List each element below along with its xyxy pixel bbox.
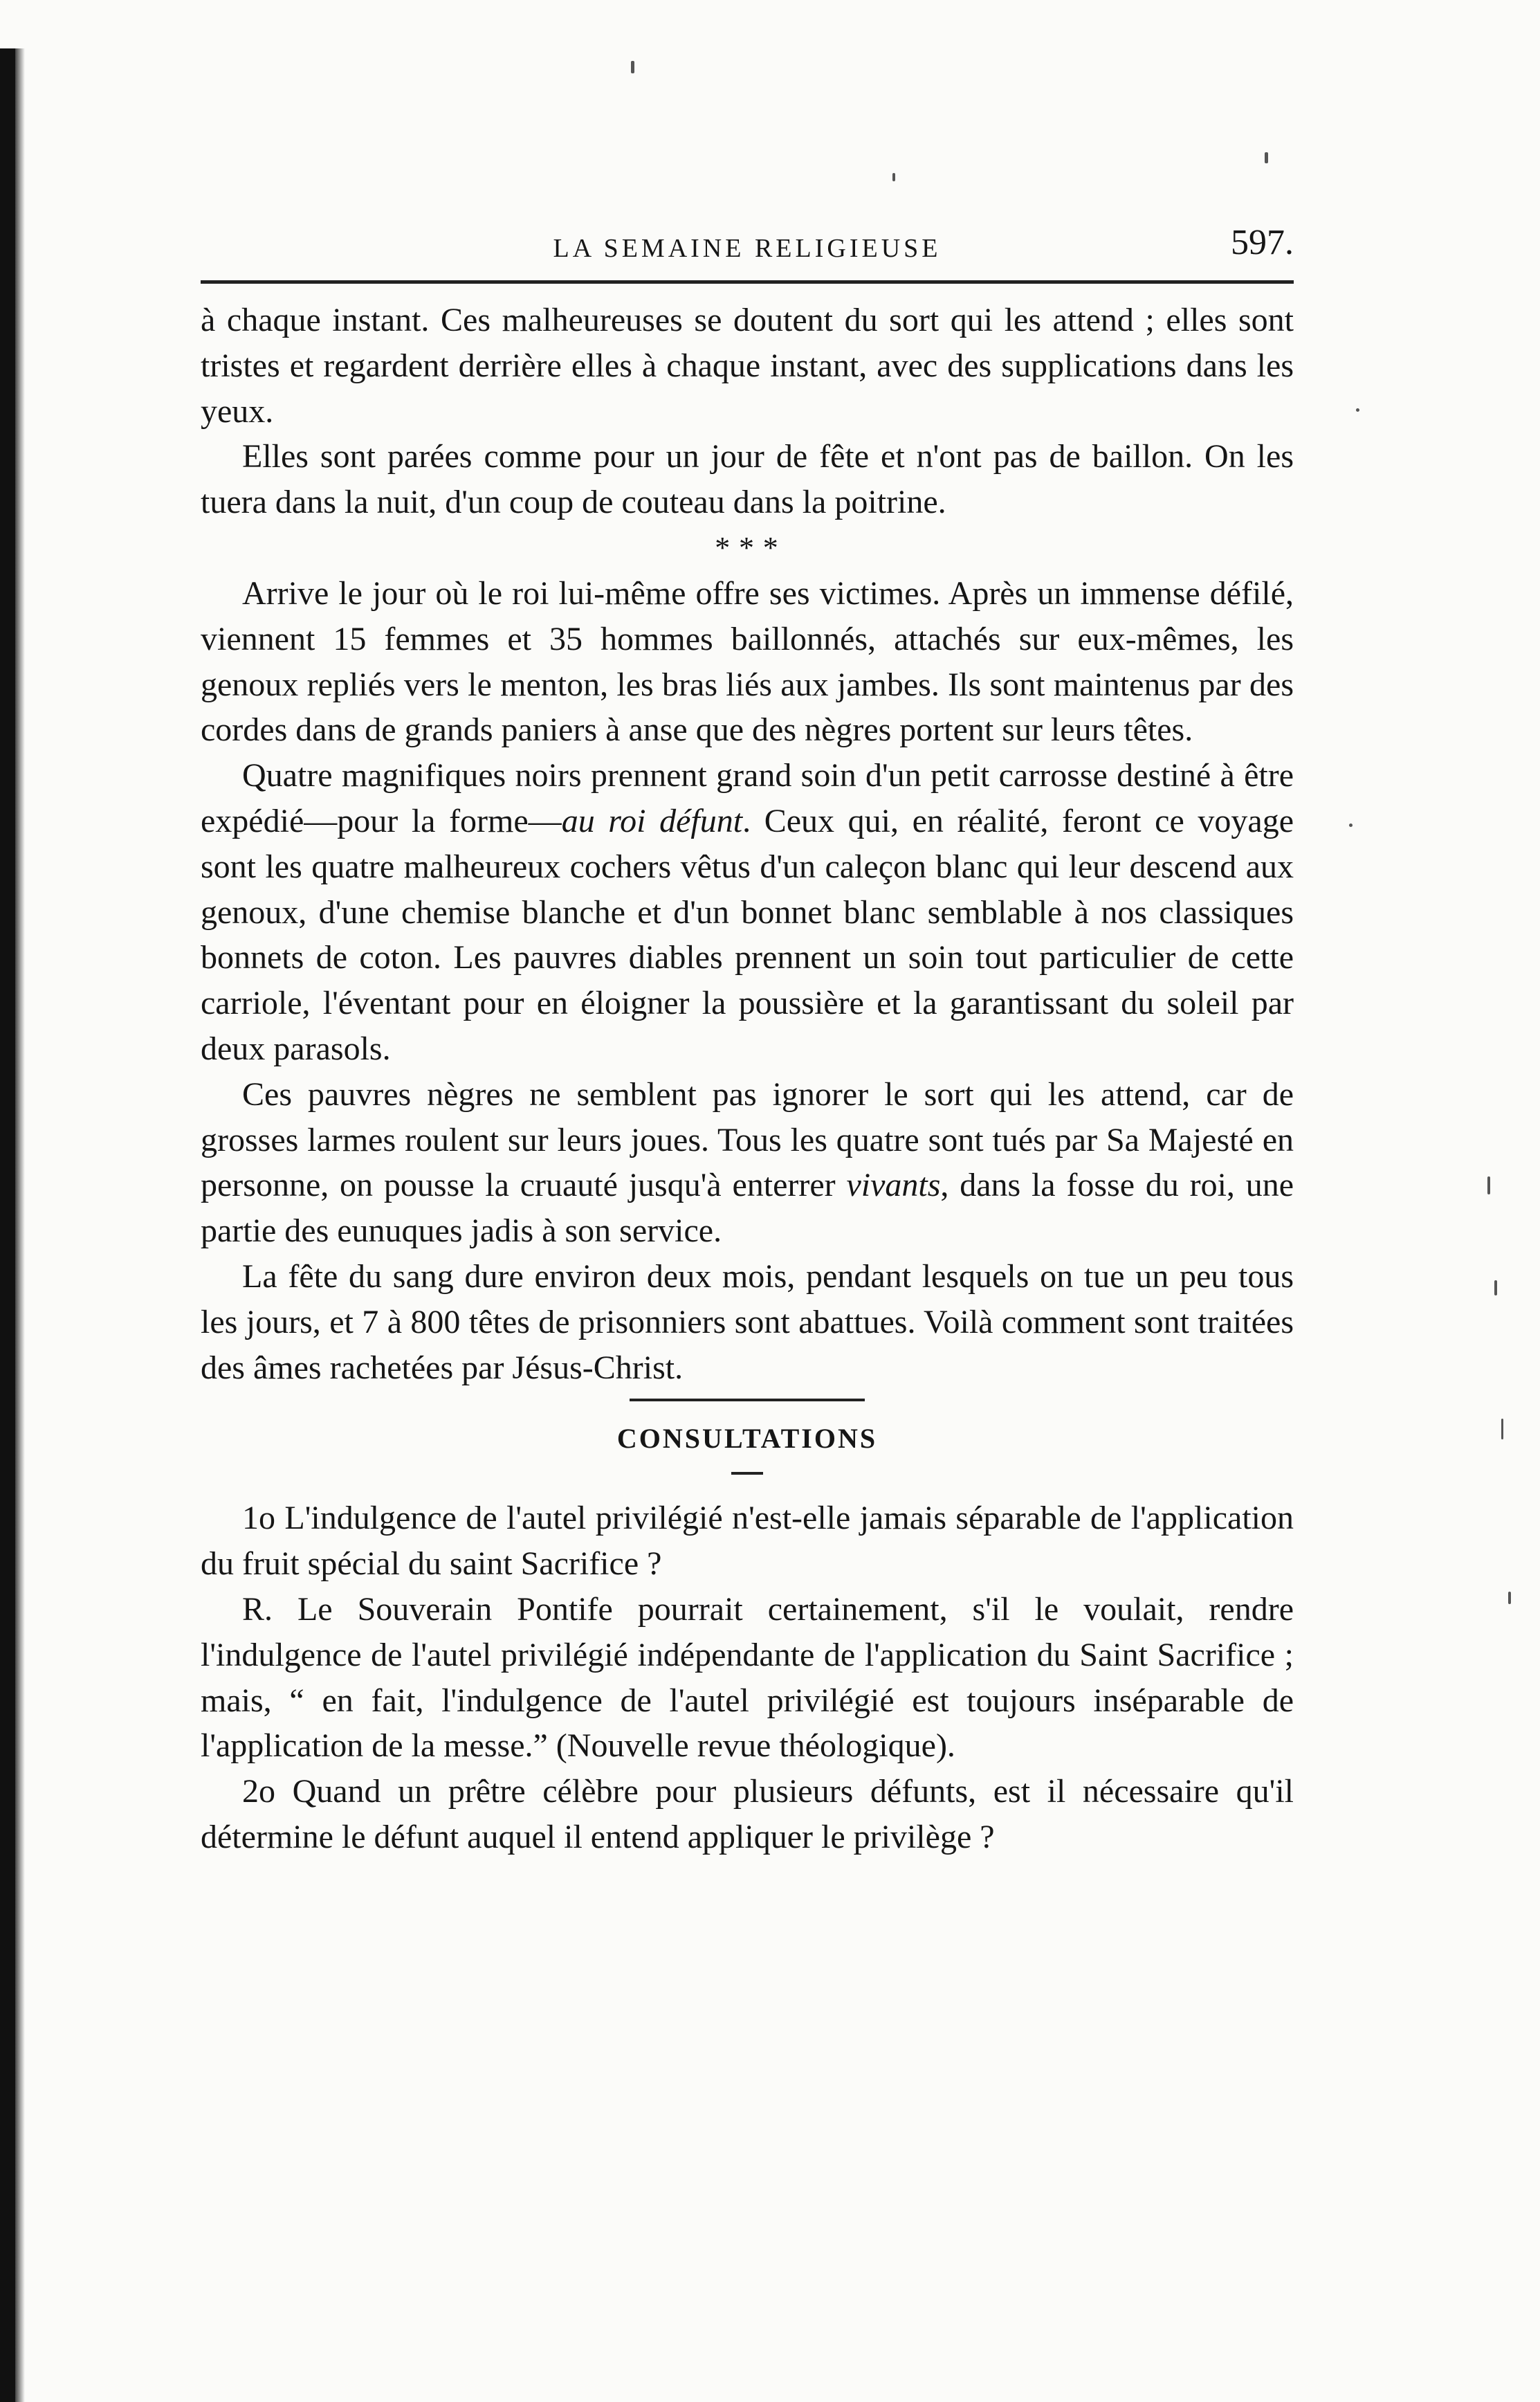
running-title: LA SEMAINE RELIGIEUSE: [553, 234, 942, 263]
section-break-asterism: * * *: [715, 530, 780, 565]
question-paragraph: 2o Quand un prêtre célèbre pour plusieurs défunts, est il nécessaire qu'il détermine le défunt auquel il entend appliquer le privilège ?: [201, 1773, 1294, 1855]
italic-phrase: au roi défunt: [561, 802, 743, 839]
scan-speck: [1349, 824, 1353, 827]
paragraph: [201, 753, 1294, 1072]
running-header: [201, 225, 1294, 284]
question-paragraph: 1o L'indulgence de l'autel privilégié n'est-elle jamais séparable de l'application du fruit spécial du saint Sacrifice ?: [201, 1500, 1294, 1583]
scan-speck: [1501, 1419, 1503, 1439]
scan-speck: [1487, 1176, 1490, 1194]
paragraph: à chaque instant. Ces malheureuses se doutent du sort qui les attend ; elles sont tristes et regardent derrière elles à chaque instant, avec des supplications dans les yeux.: [201, 302, 1294, 430]
text-run: . Ceux qui, en réalité, feront ce voyage sont les quatre malheureux cochers vêtus d'un caleçon blanc qui leur descend aux genoux, d'une chemise blanche et d'un bonnet blanc semblable à nos classiques bonnets de coton. Les pauvres diables prennent un soin tout particulier de cette carriole, l'éventant pour en éloigner la poussière et la garantissant du soleil par deux parasols.: [201, 802, 1294, 1067]
answer-paragraph: R. Le Souverain Pontife pourrait certainement, s'il le voulait, rendre l'indulgence de l'autel privilégié indépendante de l'application du Saint Sacrifice ; mais, “ en fait, l'indulgence de l'autel privilégié est toujours inséparable de l'application de la messe.” (Nouvelle revue théologique).: [201, 1590, 1294, 1765]
italic-phrase: vivants: [846, 1167, 941, 1204]
book-binding-edge: [0, 48, 15, 2402]
document-page: [201, 225, 1294, 1860]
scan-speck: [1265, 152, 1268, 163]
scan-speck: [631, 61, 634, 73]
section-title: CONSULTATIONS: [616, 1423, 878, 1455]
title-dash: [731, 1472, 763, 1475]
scan-speck: [1494, 1280, 1497, 1295]
article-body: [201, 298, 1294, 1860]
scan-speck: [1356, 408, 1359, 412]
scan-speck: [1508, 1592, 1511, 1604]
paragraph: [201, 1072, 1294, 1254]
paragraph: La fête du sang dure environ deux mois, pendant lesquels on tue un peu tous les jours, et 7 à 800 têtes de prisonniers sont abattues. Voilà comment sont traitées des âmes rachetées par Jésus-Christ.: [201, 1257, 1294, 1386]
page-number: 597.: [1231, 223, 1294, 262]
scan-speck: [892, 173, 895, 181]
text-run: , dans la fosse du roi, une partie des eunuques jadis à son service.: [201, 1167, 1294, 1250]
section-separator: [630, 1399, 865, 1401]
paragraph: Arrive le jour où le roi lui-même offre ses victimes. Après un immense défilé, viennent 15 femmes et 35 hommes baillonnés, attachés sur eux-mêmes, les genoux repliés vers le menton, les bras liés aux jambes. Ils sont maintenus par des cordes dans de grands paniers à anse que des nègres portent sur leurs têtes.: [201, 574, 1294, 749]
text-run: Quatre magnifiques noirs prennent grand soin d'un petit carrosse destiné à être expédié—pour la forme—: [201, 757, 1294, 839]
paragraph: Elles sont parées comme pour un jour de fête et n'ont pas de baillon. On les tuera dans la nuit, d'un coup de couteau dans la poitrine.: [201, 438, 1294, 521]
binding-shadow: [15, 48, 25, 2402]
text-run: Ces pauvres nègres ne semblent pas ignorer le sort qui les attend, car de grosses larmes roulent sur leurs joues. Tous les quatre sont tués par Sa Majesté en personne, on pousse la cruauté jusqu'à enterrer: [201, 1075, 1294, 1204]
